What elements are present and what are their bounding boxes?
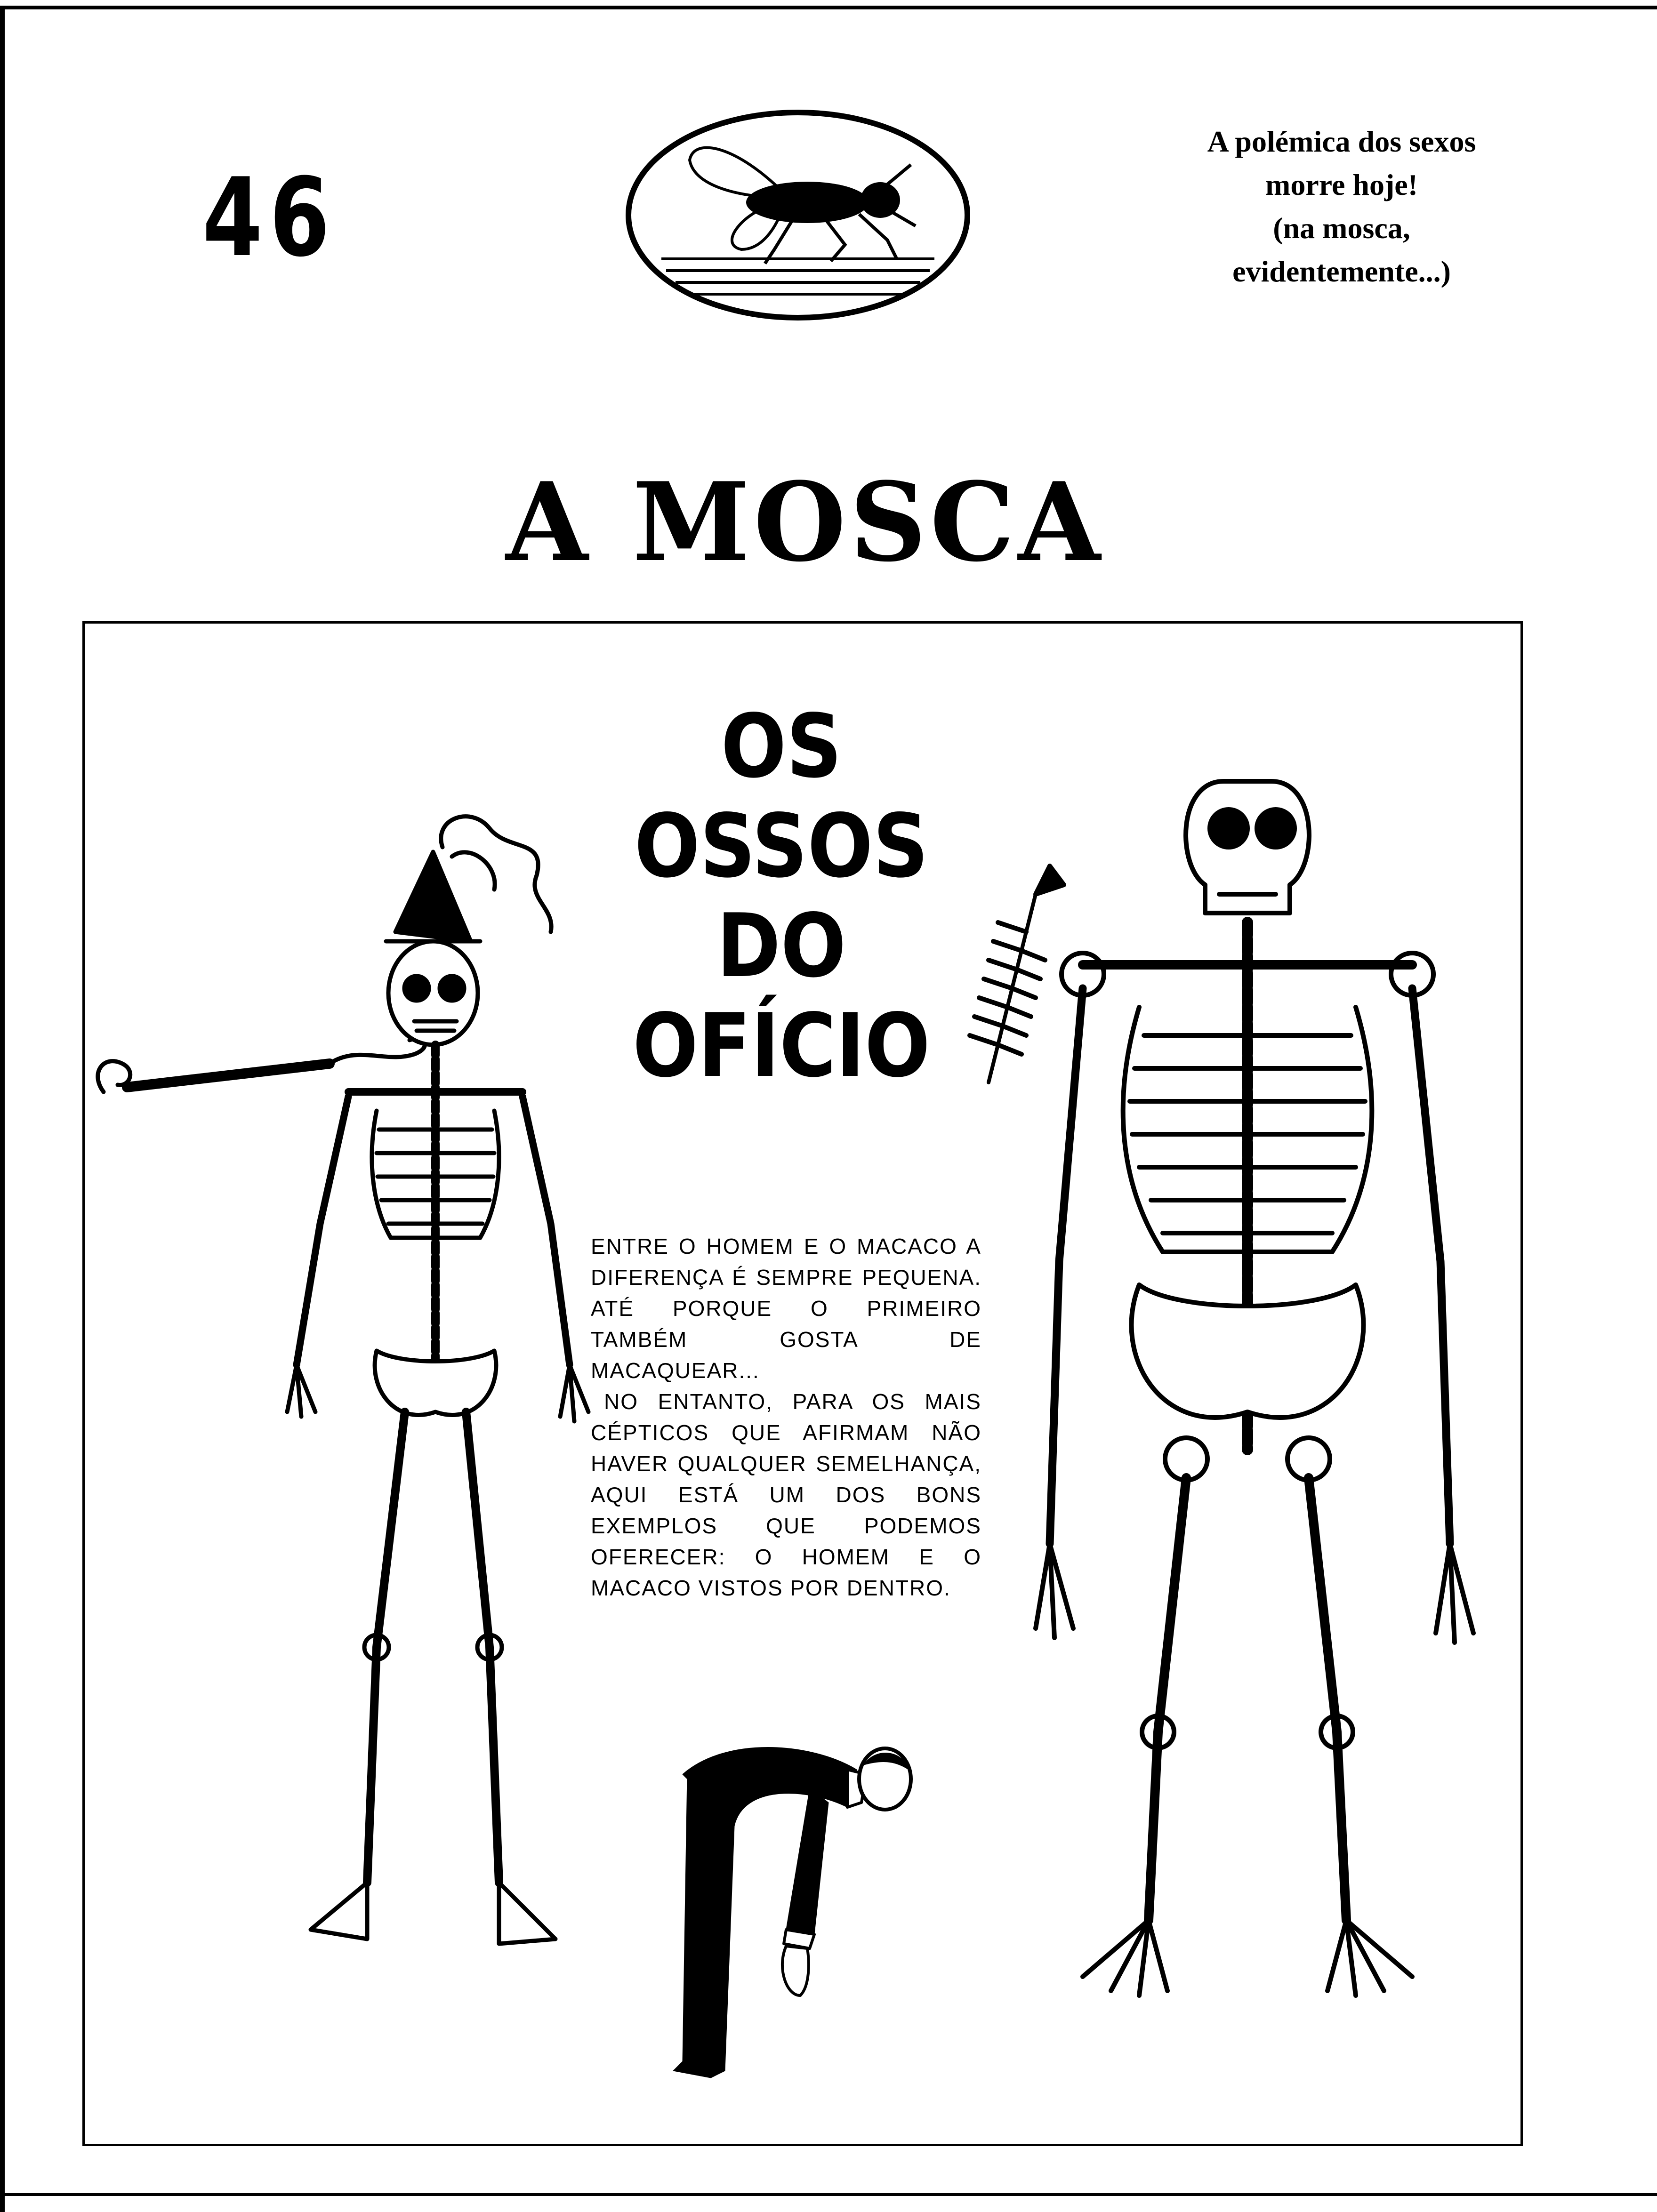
headline-line-2: OSSOS — [634, 795, 929, 897]
tagline-line-2: morre hoje! — [1265, 168, 1418, 201]
headline-line-1: OS — [721, 695, 842, 797]
masthead-title: A MOSCA — [506, 459, 1104, 586]
page-border-bottom — [0, 2193, 1657, 2196]
tagline — [1139, 120, 1544, 293]
article-paragraph-1: ENTRE O HOMEM E O MACACO A DIFERENÇA É SEMPRE PEQUENA. ATÉ PORQUE O PRIMEIRO TAMBÉM GOSTA DE MACAQUEAR... — [591, 1234, 981, 1383]
headline-line-3: DO — [716, 895, 846, 997]
bending-man-illustration — [668, 1732, 932, 2099]
page-border-top — [0, 6, 1657, 9]
tagline-line-4: evidentemente...) — [1232, 255, 1451, 288]
fly-icon — [624, 108, 972, 322]
ape-skeleton-illustration — [941, 744, 1516, 2052]
tagline-line-1: A polémica dos sexos — [1207, 125, 1476, 158]
article-body — [591, 1231, 981, 1603]
page-border-left — [0, 6, 5, 2212]
human-skeleton-illustration — [85, 800, 603, 2005]
article-headline — [624, 697, 939, 1096]
page-number: 46 — [202, 155, 337, 281]
tagline-line-3: (na mosca, — [1273, 211, 1410, 245]
article-paragraph-2: NO ENTANTO, PARA OS MAIS CÉPTICOS QUE AFIRMAM NÃO HAVER QUALQUER SEMELHANÇA, AQUI ESTÁ UM DOS BONS EXEMPLOS QUE PODEMOS OFERECER: O HOMEM E O MACACO VISTOS POR DENTRO. — [591, 1389, 981, 1600]
headline-line-4: OFÍCIO — [632, 994, 931, 1097]
